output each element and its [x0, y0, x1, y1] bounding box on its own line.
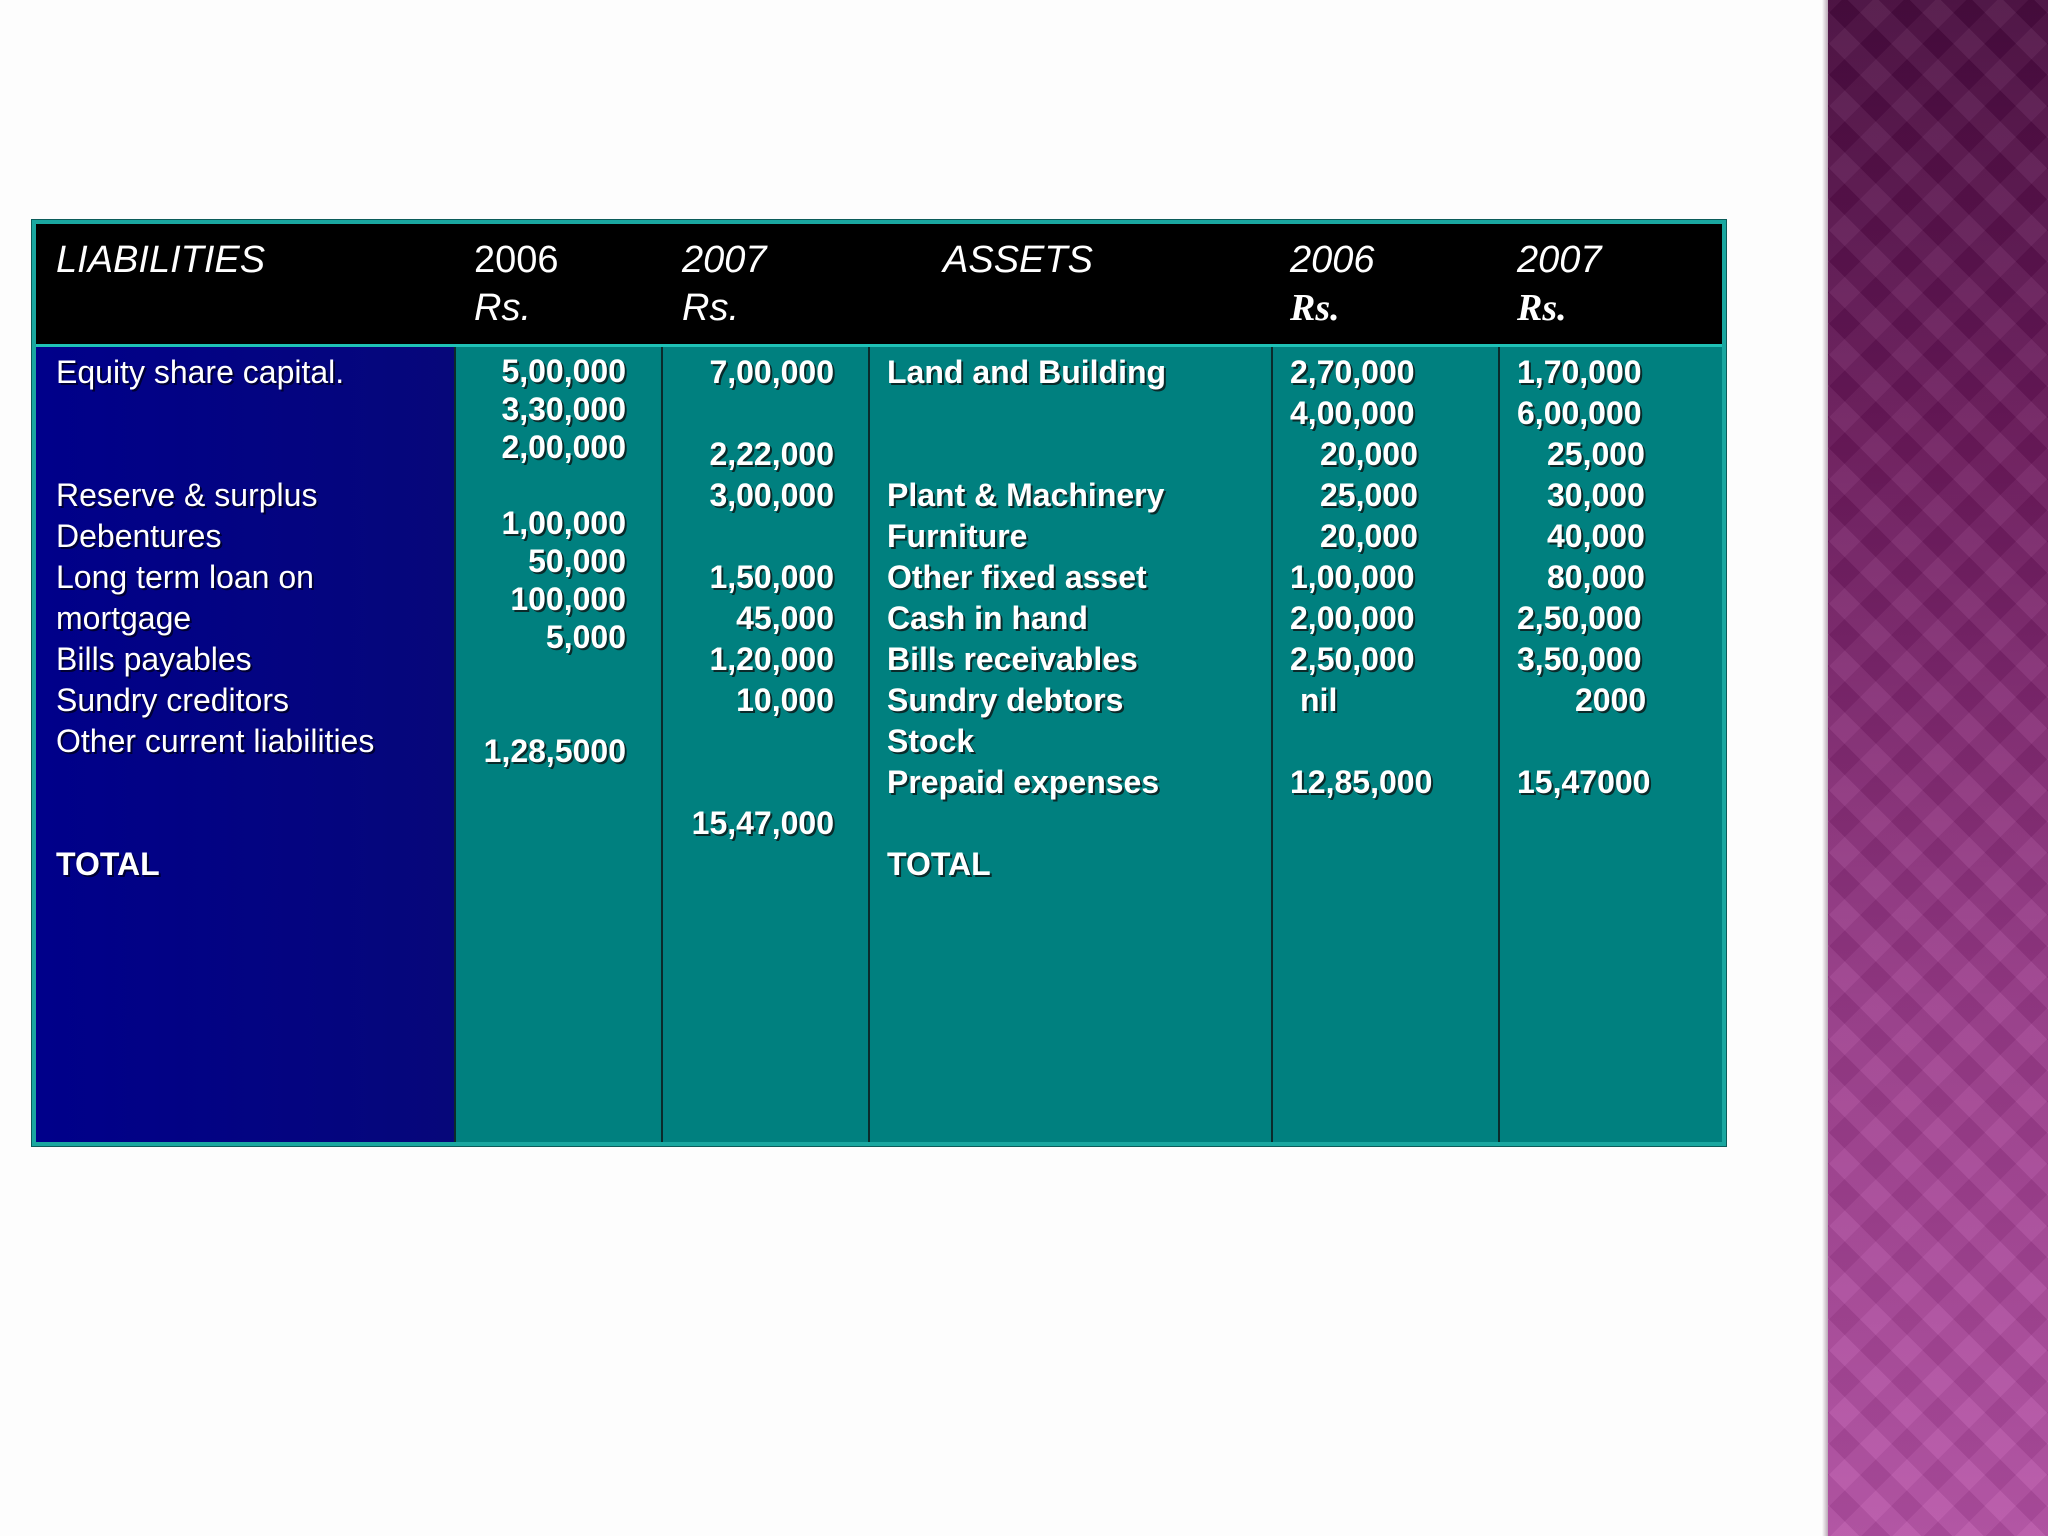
list-item: Furniture — [887, 518, 1028, 554]
column-divider — [454, 347, 456, 1142]
list-item: nil — [1300, 682, 1338, 718]
liabilities-total-2006: 1,28,5000 — [483, 733, 626, 769]
header-assets-2006 — [1290, 236, 1375, 332]
list-item — [56, 762, 374, 803]
list-item: 2,50,000 — [1517, 600, 1642, 636]
header-unit: Rs. — [682, 287, 739, 329]
list-item — [474, 656, 626, 694]
header-liabilities-2006 — [474, 236, 559, 332]
list-item — [887, 803, 1166, 844]
header-year: 2006 — [1290, 239, 1375, 281]
list-item — [682, 762, 834, 803]
list-item — [1290, 721, 1432, 762]
list-item: Equity share capital. — [56, 354, 345, 390]
column-divider — [868, 347, 870, 1142]
list-item: Sundry debtors — [887, 682, 1124, 718]
header-year: 2007 — [1517, 239, 1602, 281]
assets-total-2006: 12,85,000 — [1290, 764, 1433, 800]
list-item: 2,00,000 — [1290, 600, 1415, 636]
list-item — [682, 721, 834, 762]
list-item: 1,70,000 — [1517, 354, 1642, 390]
list-item: Land and Building — [887, 354, 1167, 390]
list-item: 30,000 — [1547, 477, 1645, 513]
decorative-side-band — [1828, 0, 2048, 1536]
liabilities-values-2006 — [474, 352, 626, 770]
header-unit: Rs. — [474, 287, 531, 329]
header-year: 2007 — [682, 239, 767, 281]
list-item — [56, 434, 374, 475]
list-item: Prepaid expenses — [887, 764, 1160, 800]
list-item: 20,000 — [1320, 436, 1418, 472]
list-item: 2,00,000 — [501, 429, 626, 465]
list-item — [887, 434, 1166, 475]
list-item: 2000 — [1575, 682, 1647, 718]
list-item: Bills payables — [56, 641, 252, 677]
column-divider — [1498, 347, 1500, 1142]
list-item: 80,000 — [1547, 559, 1645, 595]
header-liabilities-2007 — [682, 236, 767, 332]
list-item: Bills receivables — [887, 641, 1138, 677]
assets-values-2007 — [1517, 352, 1650, 803]
header-liabilities: LIABILITIES — [56, 239, 266, 281]
balance-sheet-table — [32, 220, 1726, 1146]
list-item: 7,00,000 — [709, 354, 834, 390]
list-item: Stock — [887, 723, 975, 759]
column-divider — [661, 347, 663, 1142]
header-assets: ASSETS — [943, 239, 1093, 281]
list-item: Plant & Machinery — [887, 477, 1165, 513]
list-item: Cash in hand — [887, 600, 1088, 636]
list-item — [56, 393, 374, 434]
list-item: 2,22,000 — [709, 436, 834, 472]
list-item: 10,000 — [736, 682, 834, 718]
list-item — [474, 694, 626, 732]
list-item: 1,00,000 — [501, 505, 626, 541]
liabilities-values-2007 — [682, 352, 834, 844]
liabilities-items — [56, 352, 374, 885]
list-item: Debentures — [56, 518, 222, 554]
list-item: 5,00,000 — [501, 353, 626, 389]
list-item: Other fixed asset — [887, 559, 1147, 595]
list-item: 3,00,000 — [709, 477, 834, 513]
list-item: Long term loan on — [56, 559, 314, 595]
liabilities-total-label: TOTAL — [56, 846, 160, 882]
list-item: Sundry creditors — [56, 682, 289, 718]
list-item: mortgage — [56, 600, 192, 636]
list-item: Other current liabilities — [56, 723, 375, 759]
list-item: 3,50,000 — [1517, 641, 1642, 677]
list-item: 4,00,000 — [1290, 395, 1415, 431]
list-item: 45,000 — [736, 600, 834, 636]
list-item: 3,30,000 — [501, 391, 626, 427]
list-item — [474, 466, 626, 504]
list-item: 2,70,000 — [1290, 354, 1415, 390]
liabilities-total-2007: 15,47,000 — [691, 805, 834, 841]
list-item: 5,000 — [545, 619, 626, 655]
list-item — [682, 516, 834, 557]
header-assets-2007 — [1517, 236, 1602, 332]
list-item — [56, 803, 374, 844]
assets-total-2007: 15,47000 — [1517, 764, 1651, 800]
list-item: 6,00,000 — [1517, 395, 1642, 431]
list-item: 100,000 — [510, 581, 626, 617]
list-item — [682, 393, 834, 434]
list-item: 25,000 — [1547, 436, 1645, 472]
list-item: 2,50,000 — [1290, 641, 1415, 677]
assets-items — [887, 352, 1166, 885]
list-item: 1,20,000 — [709, 641, 834, 677]
header-year: 2006 — [474, 239, 559, 281]
assets-values-2006 — [1290, 352, 1432, 803]
list-item: 1,00,000 — [1290, 559, 1415, 595]
assets-total-label: TOTAL — [887, 846, 991, 882]
list-item: 40,000 — [1547, 518, 1645, 554]
table-header — [36, 224, 1722, 347]
header-unit: Rs. — [1290, 287, 1340, 329]
list-item: 20,000 — [1320, 518, 1418, 554]
list-item: Reserve & surplus — [56, 477, 318, 513]
list-item: 50,000 — [528, 543, 626, 579]
list-item: 25,000 — [1320, 477, 1418, 513]
column-divider — [1271, 347, 1273, 1142]
header-unit: Rs. — [1517, 287, 1567, 329]
list-item — [1517, 721, 1650, 762]
list-item — [887, 393, 1166, 434]
list-item: 1,50,000 — [709, 559, 834, 595]
